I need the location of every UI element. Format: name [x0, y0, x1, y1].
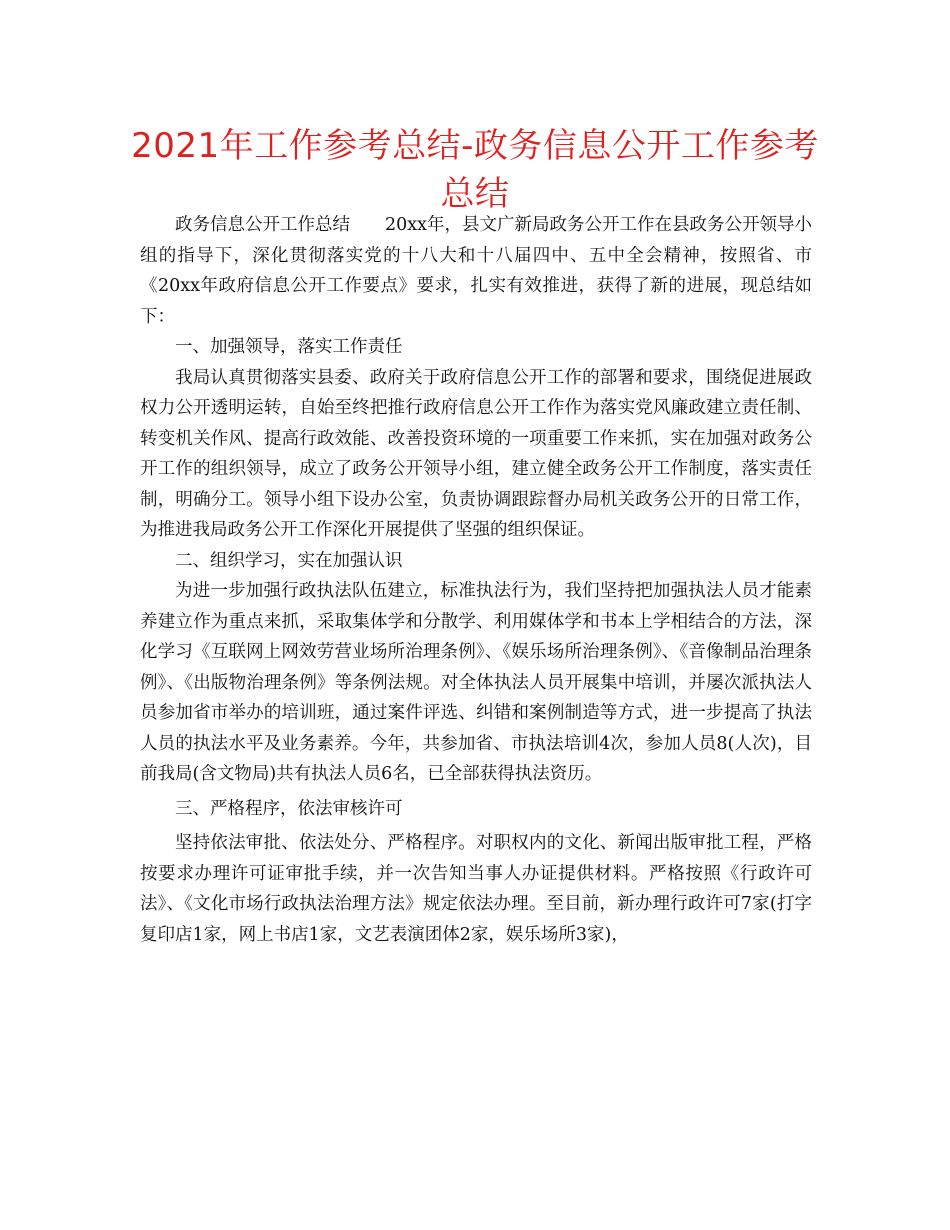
document-title: 2021年工作参考总结-政务信息公开工作参考总结 [131, 126, 819, 214]
paragraph-section-2: 为进一步加强行政执法队伍建立，标准执法行为，我们坚持把加强执法人员才能素养建立作为重点来抓，采取集体学和分散学、利用媒体学和书本上学相结合的方法，深化学习《互联网上网效劳营业场所治理条例》、《娱乐场所治理条例》、《音像制品治理条例》、《出版物治理条例》等条例法规。对全体执法人员开展集中培训，并屡次派执法人员参加省市举办的培训班，通过案件评选、纠错和案例制造等方式，进一步提高了执法人员的执法水平及业务素养。今年，共参加省、市执法培训4次，参加人员8(人次)，目前我局(含文物局)共有执法人员6名，已全部获得执法资历。 [140, 581, 812, 784]
paragraph-section-3: 坚持依法审批、依法处分、严格程序。对职权内的文化、新闻出版审批工程，严格按要求办理许可证审批手续，并一次告知当事人办证提供材料。严格按照《行政许可法》、《文化市场行政执法治理方法》规定依法办理。至目前，新办理行政许可7家(打字复印店1家，网上书店1家，文艺表演团体2家，娱乐场所3家)， [140, 833, 812, 945]
document-body [140, 210, 812, 950]
section-heading-3: 三、严格程序，依法审核许可 [175, 798, 403, 819]
paragraph-intro: 政务信息公开工作总结 20xx年，县文广新局政务公开工作在县政务公开领导小组的指导下，深化贯彻落实党的十八大和十八届四中、五中全会精神，按照省、市《20xx年政府信息公开工作要点》要求，扎实有效推进，获得了新的进展，现总结如下： [140, 215, 813, 327]
section-heading-1: 一、加强领导，落实工作责任 [175, 337, 403, 357]
section-heading-2: 二、组织学习，实在加强认识 [175, 550, 403, 571]
paragraph-section-1: 我局认真贯彻落实县委、政府关于政府信息公开工作的部署和要求，围绕促进展政权力公开透明运转，自始至终把推行政府信息公开工作作为落实党风廉政建立责任制、转变机关作风、提高行政效能、改善投资环境的一项重要工作来抓，实在加强对政务公开工作的组织领导，成立了政务公开领导小组，建立健全政务公开工作制度，落实责任制，明确分工。领导小组下设办公室，负责协调跟踪督办局机关政务公开的日常工作，为推进我局政务公开工作深化开展提供了坚强的组织保证。 [140, 367, 812, 540]
